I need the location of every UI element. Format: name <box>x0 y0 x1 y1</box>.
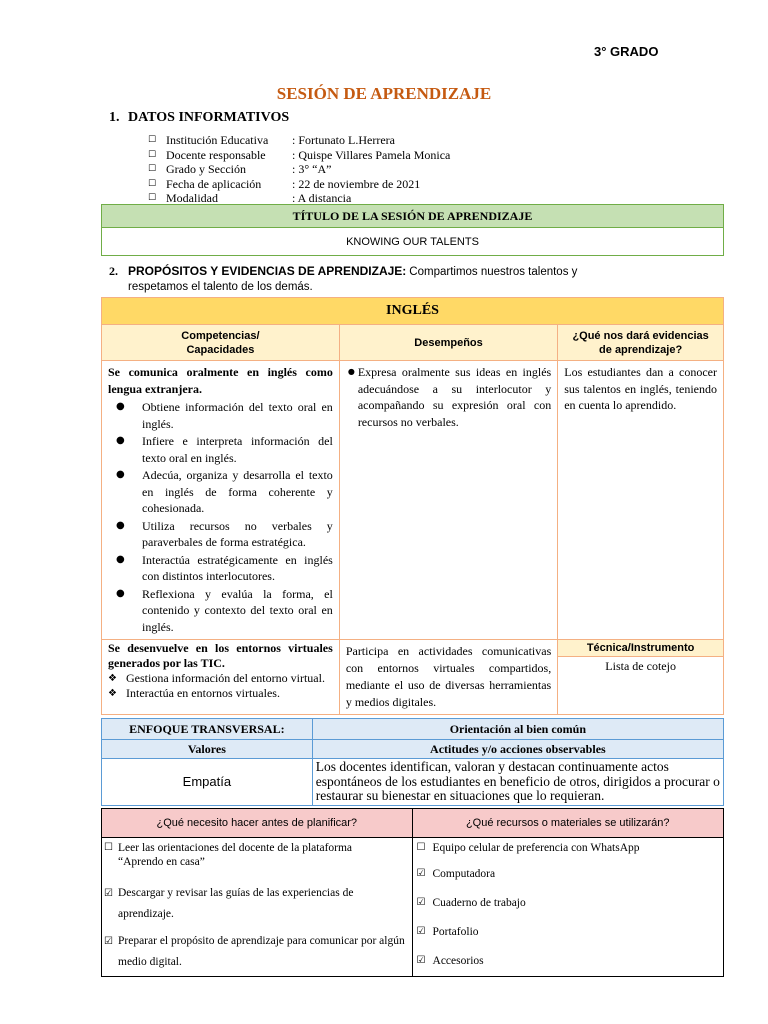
col-header-desempenos: Desempeños <box>339 325 557 361</box>
datos-value: : 3° “A” <box>292 162 332 176</box>
checkbox-checked-icon: ☑ <box>104 936 113 947</box>
session-title-value: KNOWING OUR TALENTS <box>102 228 724 256</box>
diamond-bullet-icon: ❖ <box>108 688 117 699</box>
planificacion-table <box>101 808 724 977</box>
list-item <box>417 925 719 939</box>
list-item-text: Descargar y revisar las guías de las experiencias de aprendizaje. <box>118 887 354 920</box>
valores-header: Valores <box>102 740 313 759</box>
section-propositos-heading <box>109 264 609 295</box>
session-title-table <box>101 204 724 256</box>
bullet-icon: ● <box>116 519 125 531</box>
list-item-text: Reflexiona y evalúa la forma, el contenido y contexto del texto oral en inglés. <box>142 586 333 634</box>
bullet-icon: ● <box>116 469 125 480</box>
list-item-text: Preparar el propósito de aprendizaje para comunicar por algún medio digital. <box>118 935 405 968</box>
list-item <box>108 552 333 585</box>
checkbox-icon: ☐ <box>148 149 157 160</box>
checkbox-icon: ☐ <box>148 164 157 174</box>
list-item-text: Interactúa en entornos virtuales. <box>126 686 280 700</box>
bullet-icon: ● <box>116 401 125 412</box>
checkbox-checked-icon: ☑ <box>416 897 426 908</box>
datos-value: : Fortunato L.Herrera <box>292 133 395 147</box>
datos-label: Grado y Sección <box>166 162 246 176</box>
datos-row <box>148 148 450 163</box>
list-item <box>104 883 410 925</box>
tecnica-value: Lista de cotejo <box>558 657 724 715</box>
page-title: SESIÓN DE APRENDIZAJE <box>276 84 492 103</box>
section-datos-heading <box>109 110 289 126</box>
datos-row <box>148 177 450 192</box>
section-title: DATOS INFORMATIVOS <box>128 110 290 125</box>
section-number: 2. <box>109 264 118 278</box>
checkbox-checked-icon: ☑ <box>416 868 426 879</box>
list-item-text: Adecúa, organiza y desarrolla el texto en inglés de forma coherente y cohesionada. <box>142 468 333 515</box>
datos-label: Institución Educativa <box>166 133 269 147</box>
checkbox-icon: ☐ <box>148 178 157 189</box>
list-item <box>417 867 719 881</box>
plan-right-cell <box>412 838 723 977</box>
session-title-header: TÍTULO DE LA SESIÓN DE APRENDIZAJE <box>102 205 724 228</box>
propositos-text: Compartimos nuestros talentos y <box>409 266 578 278</box>
section-number: 1. <box>109 110 120 125</box>
bullet-icon: ● <box>347 367 355 376</box>
enfoque-label: ENFOQUE TRANSVERSAL: <box>102 719 313 740</box>
col-header-competencias: Competencias/ Capacidades <box>102 325 340 361</box>
list-item-text: Gestiona información del entorno virtual. <box>126 671 325 685</box>
desempeno-text: Expresa oralmente sus ideas en inglés adecuándose a su interlocutor y acompañando su expresión oral con recursos no verbales. <box>357 365 552 429</box>
list-item-text: Equipo celular de preferencia con WhatsApp <box>432 842 640 854</box>
desempeno-cell <box>339 361 557 640</box>
competencia-cell <box>102 640 340 715</box>
valor-value: Empatía <box>102 759 313 806</box>
list-item-text: Interactúa estratégicamente en inglés con distintos interlocutores. <box>142 552 333 583</box>
checkbox-checked-icon: ☑ <box>104 888 113 899</box>
enfoque-table <box>101 718 724 806</box>
datos-label: Docente responsable <box>166 147 266 162</box>
datos-list <box>148 133 450 206</box>
bullet-icon: ● <box>116 587 125 599</box>
list-item <box>104 841 410 869</box>
datos-label: Fecha de aplicación <box>166 176 262 191</box>
capacidades-list <box>108 671 333 701</box>
actitud-value: Los docentes identifican, valoran y destacan continuamente actos espontáneos de los estudiantes en beneficio de otros, dirigidos a procurar o restaurar su bienestar en situaciones que lo requieran. <box>312 759 723 806</box>
list-item <box>108 671 333 686</box>
list-item <box>108 433 333 466</box>
list-item <box>108 399 333 432</box>
competencia-title: Se comunica oralmente en inglés como lengua extranjera. <box>108 365 333 396</box>
datos-label: Modalidad <box>166 191 218 205</box>
list-item-text: Cuaderno de trabajo <box>432 897 526 909</box>
tecnica-header: Técnica/Instrumento <box>558 640 724 657</box>
competencia-title: Se desenvuelve en los entornos virtuales generados por las TIC. <box>108 641 333 670</box>
ingles-title: INGLÉS <box>102 298 724 325</box>
list-item <box>417 954 719 968</box>
checkbox-icon: ☐ <box>148 193 157 203</box>
datos-value: : 22 de noviembre de 2021 <box>292 176 421 191</box>
datos-value: : A distancia <box>292 191 352 205</box>
section-title: PROPÓSITOS Y EVIDENCIAS DE APRENDIZAJE: <box>128 264 407 278</box>
checkbox-checked-icon: ☑ <box>416 955 426 966</box>
plan-left-header: ¿Qué necesito hacer antes de planificar? <box>102 809 413 838</box>
list-item-text: Portafolio <box>432 926 479 938</box>
list-item-text: Obtiene información del texto oral en inglés. <box>142 400 333 431</box>
checkbox-icon: ☐ <box>416 842 426 853</box>
list-item <box>108 518 333 551</box>
datos-row <box>148 162 450 177</box>
checkbox-icon: ☐ <box>148 135 157 145</box>
checkbox-icon: ☐ <box>104 842 113 853</box>
list-item <box>417 841 719 855</box>
list-item <box>417 896 719 910</box>
list-item-text: Leer las orientaciones del docente de la plataforma “Aprendo en casa” <box>118 842 353 868</box>
bullet-icon: ● <box>116 435 125 446</box>
grade-label: 3° GRADO <box>594 44 659 59</box>
datos-value: : Quispe Villares Pamela Monica <box>292 147 451 162</box>
capacidades-list <box>108 399 333 635</box>
list-item <box>104 931 410 973</box>
col-header-evidencias: ¿Qué nos dará evidencias de aprendizaje? <box>558 325 724 361</box>
propositos-text-cont: respetamos el talento de los demás. <box>128 281 313 293</box>
datos-row <box>148 133 450 148</box>
evidencia-cell: Los estudiantes dan a conocer sus talentos en inglés, teniendo en cuenta lo aprendido. <box>558 361 724 640</box>
list-item-text: Utiliza recursos no verbales y paraverbales de forma estratégica. <box>142 518 333 549</box>
plan-left-cell <box>102 838 413 977</box>
enfoque-orientacion: Orientación al bien común <box>312 719 723 740</box>
list-item-text: Infiere e interpreta información del texto oral en inglés. <box>142 434 333 465</box>
list-item <box>108 586 333 636</box>
list-item <box>108 686 333 701</box>
list-item <box>108 467 333 517</box>
competencia-cell <box>102 361 340 640</box>
list-item-text: Computadora <box>432 868 496 880</box>
ingles-table <box>101 297 724 715</box>
bullet-icon: ● <box>116 553 125 565</box>
checkbox-checked-icon: ☑ <box>416 926 426 937</box>
plan-right-header: ¿Qué recursos o materiales se utilizarán? <box>412 809 723 838</box>
desempeno-cell: Participa en actividades comunicativas con entornos virtuales compartidos, mediante el uso de diversas herramientas y medios digitales. <box>339 640 557 715</box>
list-item-text: Accesorios <box>432 955 484 967</box>
diamond-bullet-icon: ❖ <box>108 673 117 684</box>
actitudes-header: Actitudes y/o acciones observables <box>312 740 723 759</box>
